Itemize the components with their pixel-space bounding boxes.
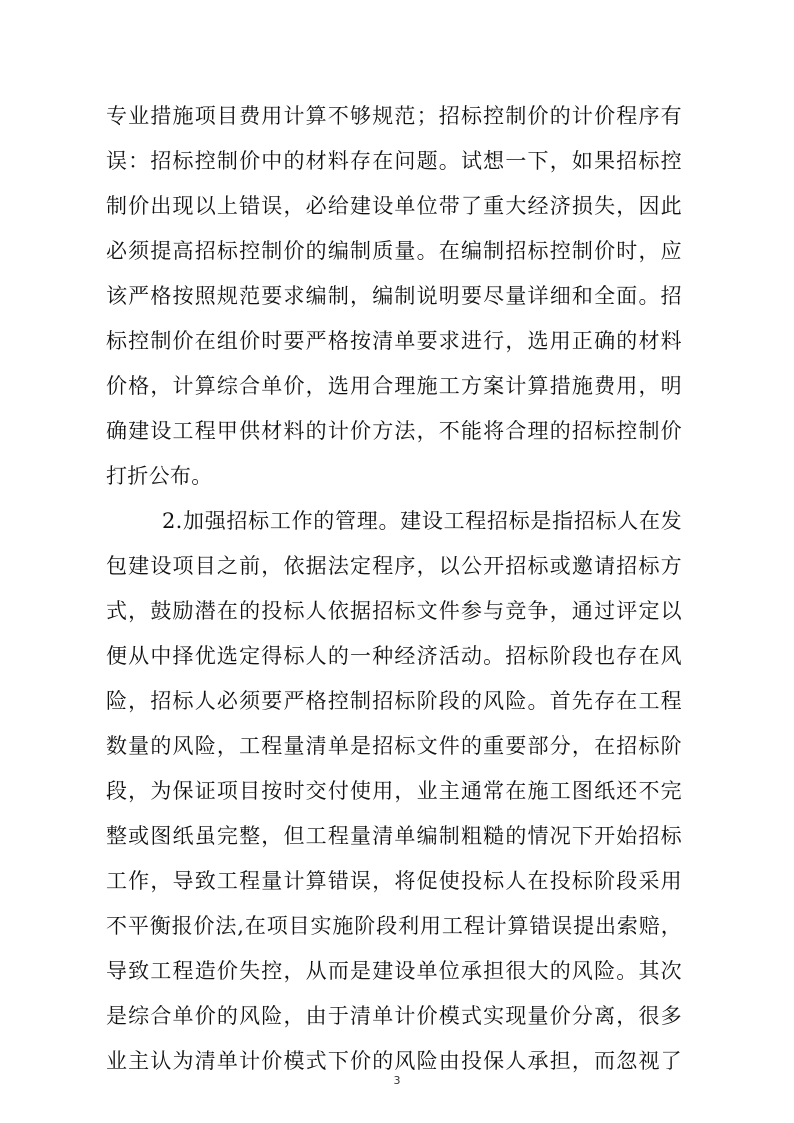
paragraph-2-line-9: 工作，导致工程量计算错误，将促使投标人在投标阶段采用 [106, 869, 682, 893]
paragraph-1-line-3: 制价出现以上错误，必给建设单位带了重大经济损失，因此 [106, 194, 682, 218]
paragraph-2-line-4: 便从中择优选定得标人的一种经济活动。招标阶段也存在风 [106, 644, 682, 668]
paragraph-2-line-7: 段，为保证项目按时交付使用，业主通常在施工图纸还不完 [106, 779, 682, 803]
paragraph-2-line-13: 业主认为清单计价模式下价的风险由投保人承担，而忽视了 [106, 1049, 682, 1073]
paragraph-2-line-11: 导致工程造价失控，从而是建设单位承担很大的风险。其次 [106, 959, 682, 983]
paragraph-2-line-5: 险，招标人必须要严格控制招标阶段的风险。首先存在工程 [106, 689, 682, 713]
paragraph-1-line-4: 必须提高招标控制价的编制质量。在编制招标控制价时，应 [106, 239, 682, 263]
paragraph-1-line-1: 专业措施项目费用计算不够规范；招标控制价的计价程序有 [106, 104, 682, 128]
paragraph-2-line-10: 不平衡报价法,在项目实施阶段利用工程计算错误提出索赔， [106, 914, 682, 938]
paragraph-1-line-8: 确建设工程甲供材料的计价方法，不能将合理的招标控制价 [106, 419, 682, 443]
paragraph-1-line-9: 打折公布。 [106, 464, 213, 488]
paragraph-2-line-6: 数量的风险，工程量清单是招标文件的重要部分，在招标阶 [106, 734, 682, 758]
paragraph-2-line-3: 式，鼓励潜在的投标人依据招标文件参与竞争，通过评定以 [106, 599, 682, 623]
paragraph-2-line-2: 包建设项目之前，依据法定程序，以公开招标或邀请招标方 [106, 554, 682, 578]
paragraph-1-line-7: 价格，计算综合单价，选用合理施工方案计算措施费用，明 [106, 374, 682, 398]
paragraph-1-line-6: 标控制价在组价时要严格按清单要求进行，选用正确的材料 [106, 329, 682, 353]
paragraph-1-line-5: 该严格按照规范要求编制，编制说明要尽量详细和全面。招 [106, 284, 682, 308]
paragraph-2-line-12: 是综合单价的风险，由于清单计价模式实现量价分离，很多 [106, 1004, 682, 1028]
paragraph-1-line-2: 误：招标控制价中的材料存在问题。试想一下，如果招标控 [106, 149, 682, 173]
paragraph-2-line-8: 整或图纸虽完整，但工程量清单编制粗糙的情况下开始招标 [106, 824, 682, 848]
page-number: 3 [393, 1074, 401, 1087]
paragraph-2-line-1: 2.加强招标工作的管理。建设工程招标是指招标人在发 [162, 509, 682, 533]
